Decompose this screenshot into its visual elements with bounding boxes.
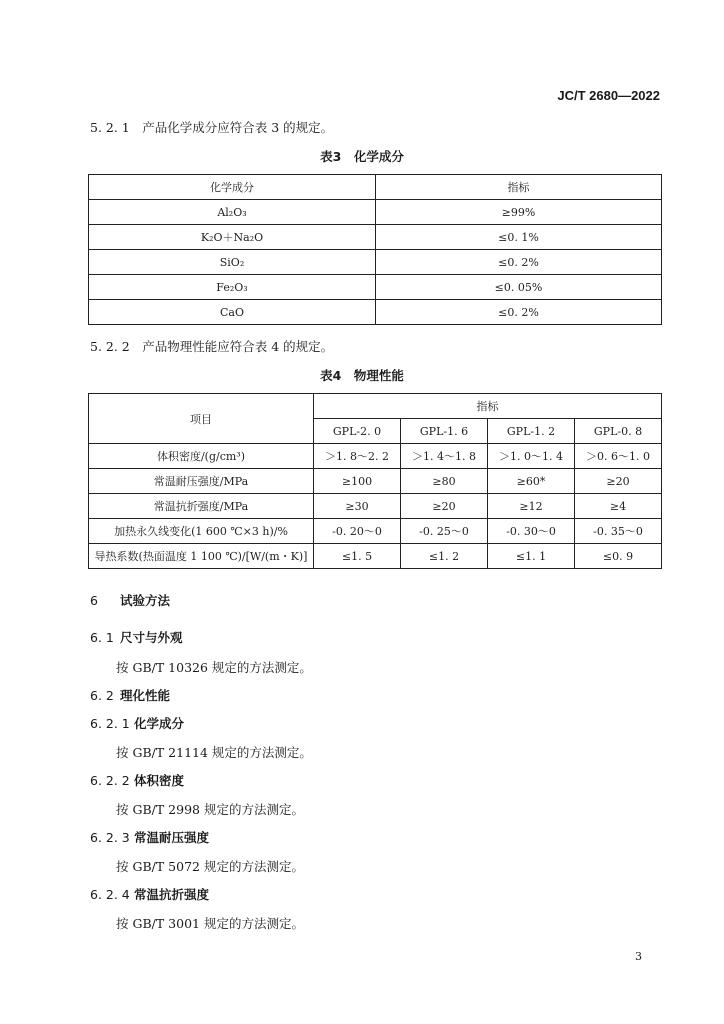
component-cell: Al₂O₃	[89, 200, 376, 225]
section-6-2-2-body: 按 GB/T 2998 规定的方法测定。	[116, 802, 304, 817]
grade-header: GPL-1. 6	[401, 419, 488, 444]
section-number: 6	[90, 593, 98, 608]
table-row	[89, 300, 662, 325]
value-cell: ≥20	[401, 494, 488, 519]
index-cell: ≤0. 2%	[376, 250, 662, 275]
section-6-2-heading	[90, 686, 170, 704]
value-cell: ≥20	[575, 469, 662, 494]
section-number: 6. 2. 3	[90, 830, 130, 845]
section-6-2-3-body: 按 GB/T 5072 规定的方法测定。	[116, 859, 304, 874]
table4-caption: 表4 物理性能	[320, 368, 404, 383]
value-cell: ≥12	[488, 494, 575, 519]
component-cell: CaO	[89, 300, 376, 325]
property-label: 导热系数(热面温度 1 100 ℃)/[W/(m・K)]	[89, 544, 314, 569]
table-row	[89, 544, 662, 569]
property-label: 常温耐压强度/MPa	[89, 469, 314, 494]
value-cell: ≤0. 9	[575, 544, 662, 569]
section-title: 常温耐压强度	[134, 830, 210, 845]
header-chemical-composition: 化学成分	[89, 175, 376, 200]
section-6-heading	[90, 591, 170, 609]
value-cell: ≥80	[401, 469, 488, 494]
index-cell: ≤0. 2%	[376, 300, 662, 325]
section-number: 6. 2	[90, 688, 114, 703]
section-title: 体积密度	[134, 773, 185, 788]
section-title: 尺寸与外观	[120, 630, 183, 645]
page-number: 3	[635, 950, 642, 963]
property-label: 常温抗折强度/MPa	[89, 494, 314, 519]
table-physical-properties	[88, 393, 662, 569]
value-cell: -0. 30～0	[488, 519, 575, 544]
value-cell: ≥60*	[488, 469, 575, 494]
component-cell: SiO₂	[89, 250, 376, 275]
value-cell: -0. 35～0	[575, 519, 662, 544]
section-title: 化学成分	[134, 716, 185, 731]
section-title: 试验方法	[120, 593, 171, 608]
property-label: 加热永久线变化(1 600 ℃×3 h)/%	[89, 519, 314, 544]
value-cell: ＞1. 8～2. 2	[314, 444, 401, 469]
header-item: 项目	[89, 394, 314, 444]
table-row	[89, 250, 662, 275]
section-6-1-heading	[90, 628, 183, 646]
value-cell: -0. 20～0	[314, 519, 401, 544]
value-cell: ＞0. 6～1. 0	[575, 444, 662, 469]
section-number: 6. 2. 1	[90, 716, 130, 731]
clause-5-2-2: 5. 2. 2 产品物理性能应符合表 4 的规定。	[90, 339, 334, 354]
section-6-2-2-heading	[90, 771, 184, 789]
section-6-1-body: 按 GB/T 10326 规定的方法测定。	[116, 660, 312, 675]
component-cell: K₂O＋Na₂O	[89, 225, 376, 250]
clause-5-2-1: 5. 2. 1 产品化学成分应符合表 3 的规定。	[90, 120, 334, 135]
grade-header: GPL-2. 0	[314, 419, 401, 444]
table-header-row	[89, 394, 662, 419]
value-cell: ≥4	[575, 494, 662, 519]
section-number: 6. 2. 2	[90, 773, 130, 788]
value-cell: ≥100	[314, 469, 401, 494]
section-title: 常温抗折强度	[134, 887, 210, 902]
grade-header: GPL-0. 8	[575, 419, 662, 444]
section-6-2-3-heading	[90, 828, 209, 846]
index-cell: ≥99%	[376, 200, 662, 225]
table-row	[89, 469, 662, 494]
index-cell: ≤0. 1%	[376, 225, 662, 250]
table3-caption: 表3 化学成分	[320, 149, 404, 164]
value-cell: ＞1. 4～1. 8	[401, 444, 488, 469]
value-cell: -0. 25～0	[401, 519, 488, 544]
table-row	[89, 494, 662, 519]
table-chemical-composition	[88, 174, 662, 325]
value-cell: ≤1. 2	[401, 544, 488, 569]
table-row	[89, 519, 662, 544]
section-number: 6. 2. 4	[90, 887, 130, 902]
standard-code: JC/T 2680—2022	[557, 88, 660, 103]
table-row	[89, 200, 662, 225]
table-row	[89, 275, 662, 300]
value-cell: ≤1. 1	[488, 544, 575, 569]
section-number: 6. 1	[90, 630, 114, 645]
value-cell: ＞1. 0～1. 4	[488, 444, 575, 469]
section-title: 理化性能	[120, 688, 171, 703]
section-6-2-4-body: 按 GB/T 3001 规定的方法测定。	[116, 916, 304, 931]
table-header-row	[89, 175, 662, 200]
grade-header: GPL-1. 2	[488, 419, 575, 444]
header-index: 指标	[314, 394, 662, 419]
property-label: 体积密度/(g/cm³)	[89, 444, 314, 469]
header-index: 指标	[376, 175, 662, 200]
section-6-2-1-body: 按 GB/T 21114 规定的方法测定。	[116, 745, 312, 760]
index-cell: ≤0. 05%	[376, 275, 662, 300]
value-cell: ≥30	[314, 494, 401, 519]
section-6-2-4-heading	[90, 885, 209, 903]
table-row	[89, 444, 662, 469]
section-6-2-1-heading	[90, 714, 184, 732]
table-row	[89, 225, 662, 250]
component-cell: Fe₂O₃	[89, 275, 376, 300]
value-cell: ≤1. 5	[314, 544, 401, 569]
